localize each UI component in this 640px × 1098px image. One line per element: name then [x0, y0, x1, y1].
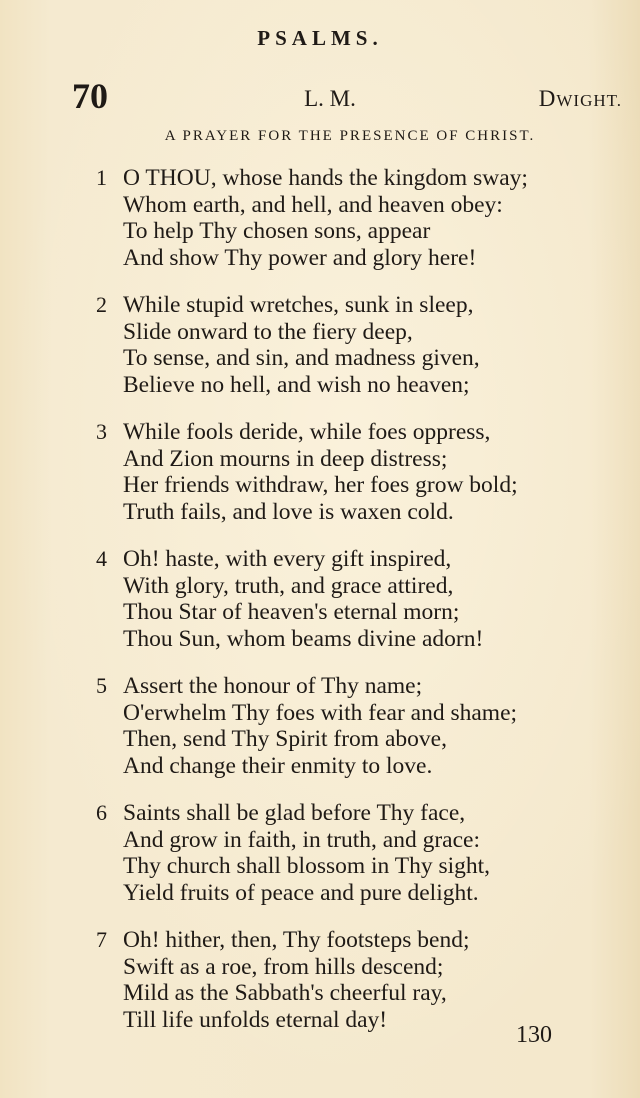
verse-line: Oh! haste, with every gift inspired,: [123, 546, 452, 572]
stanza-7: [0, 927, 640, 1033]
stanza-4: [0, 546, 640, 652]
stanza-number: 5: [96, 673, 107, 698]
page-number: 130: [516, 1022, 552, 1048]
verse-line: To help Thy chosen sons, appear: [123, 218, 431, 244]
verse-line: Then, send Thy Spirit from above,: [123, 726, 447, 752]
stanza-2: [0, 292, 640, 398]
stanza-6: [0, 800, 640, 906]
stanza-number: 2: [96, 292, 107, 317]
verse-line: Till life unfolds eternal day!: [123, 1006, 388, 1033]
verse-line: Thou Star of heaven's eternal morn;: [123, 599, 460, 625]
stanza-list: [0, 165, 640, 1054]
hymn-author: [539, 86, 622, 112]
verse-line: Whom earth, and hell, and heaven obey:: [123, 191, 503, 218]
stanza-number: 3: [96, 419, 107, 444]
hymn-subtitle: A PRAYER FOR THE PRESENCE OF CHRIST.: [164, 128, 536, 144]
verse-line: Slide onward to the fiery deep,: [123, 318, 413, 345]
author-rest: WIGHT.: [556, 91, 622, 110]
stanza-number: 6: [96, 800, 107, 825]
verse-line: While fools deride, while foes oppress,: [123, 419, 491, 445]
stanza-number: 7: [96, 927, 107, 952]
verse-line: And change their enmity to love.: [123, 752, 433, 779]
author-initial: D: [538, 86, 557, 111]
stanza-1: [0, 165, 640, 271]
stanza-lines: [123, 419, 640, 525]
stanza-lines: [123, 165, 640, 271]
verse-line: Mild as the Sabbath's cheerful ray,: [123, 980, 447, 1006]
stanza-lines: [123, 673, 640, 779]
verse-line: To sense, and sin, and madness given,: [123, 345, 480, 371]
verse-line: Believe no hell, and wish no heaven;: [123, 371, 470, 398]
verse-line: Yield fruits of peace and pure delight.: [123, 879, 479, 906]
verse-line: Saints shall be glad before Thy face,: [123, 800, 466, 826]
verse-line: O'erwhelm Thy foes with fear and shame;: [123, 699, 518, 726]
verse-line: With glory, truth, and grace attired,: [123, 572, 454, 599]
verse-line: Her friends withdraw, her foes grow bold;: [123, 472, 518, 498]
stanza-5: [0, 673, 640, 779]
stanza-number: 1: [96, 165, 107, 190]
running-title: PSALMS.: [257, 26, 383, 50]
stanza-3: [0, 419, 640, 525]
verse-line: Swift as a roe, from hills descend;: [123, 953, 444, 980]
verse-line: Thou Sun, whom beams divine adorn!: [123, 625, 484, 652]
verse-line: And grow in faith, in truth, and grace:: [123, 826, 480, 853]
verse-line: And Zion mourns in deep distress;: [123, 445, 448, 472]
stanza-lines: [123, 546, 640, 652]
verse-line: O THOU, whose hands the kingdom sway;: [123, 165, 528, 191]
verse-line: Truth fails, and love is waxen cold.: [123, 498, 454, 525]
stanza-lines: [123, 800, 640, 906]
verse-line: Assert the honour of Thy name;: [123, 673, 423, 699]
stanza-number: 4: [96, 546, 107, 571]
stanza-lines: [123, 292, 640, 398]
verse-line: Oh! hither, then, Thy footsteps bend;: [123, 927, 470, 953]
hymn-meter: L. M.: [304, 86, 356, 111]
stanza-lines: [123, 927, 640, 1033]
hymn-number: 70: [72, 76, 108, 116]
verse-line: Thy church shall blossom in Thy sight,: [123, 853, 491, 879]
verse-line: While stupid wretches, sunk in sleep,: [123, 292, 474, 318]
verse-line: And show Thy power and glory here!: [123, 244, 477, 271]
